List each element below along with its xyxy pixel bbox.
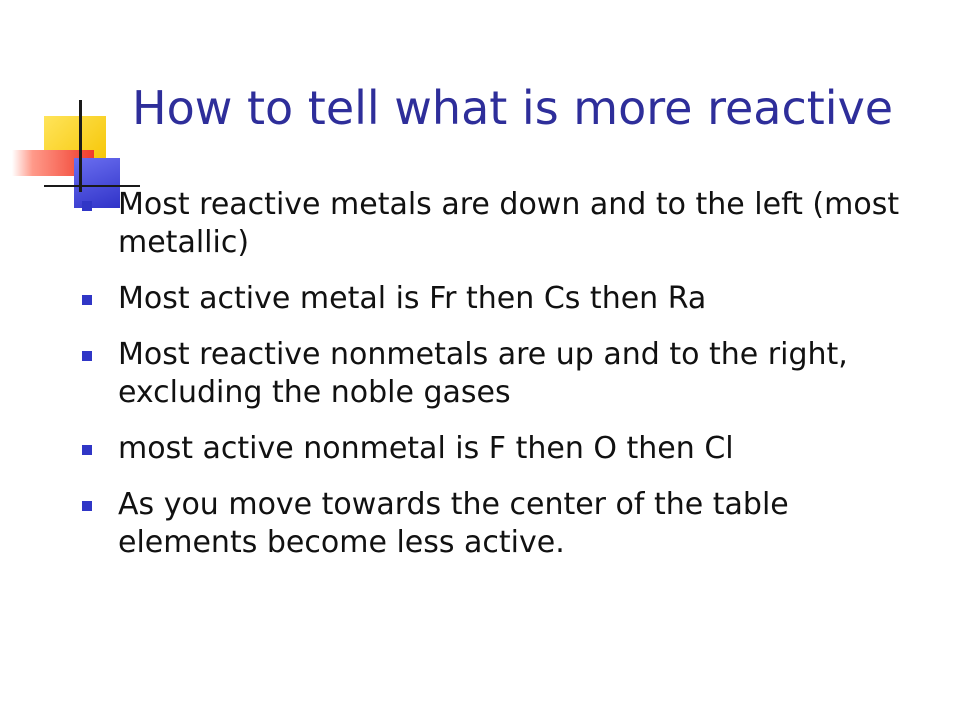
- bullet-square-icon: [82, 201, 92, 211]
- bullet-item: [82, 430, 912, 468]
- bullet-item: [82, 186, 912, 262]
- bullet-text: most active nonmetal is F then O then Cl: [118, 431, 734, 466]
- bullet-item: [82, 280, 912, 318]
- bullet-square-icon: [82, 501, 92, 511]
- vertical-line: [79, 100, 82, 192]
- bullet-item: [82, 486, 912, 562]
- bullet-text: As you move towards the center of the table elements become less active.: [118, 487, 789, 560]
- bullet-text: Most reactive metals are down and to the left (most metallic): [118, 187, 900, 260]
- bullet-square-icon: [82, 445, 92, 455]
- bullet-square-icon: [82, 295, 92, 305]
- bullet-text: Most active metal is Fr then Cs then Ra: [118, 281, 707, 316]
- bullet-item: [82, 336, 912, 412]
- bullet-square-icon: [82, 351, 92, 361]
- bullet-text: Most reactive nonmetals are up and to the right, excluding the noble gases: [118, 337, 848, 410]
- bullet-list: [82, 186, 912, 580]
- slide-title: How to tell what is more reactive: [132, 80, 894, 135]
